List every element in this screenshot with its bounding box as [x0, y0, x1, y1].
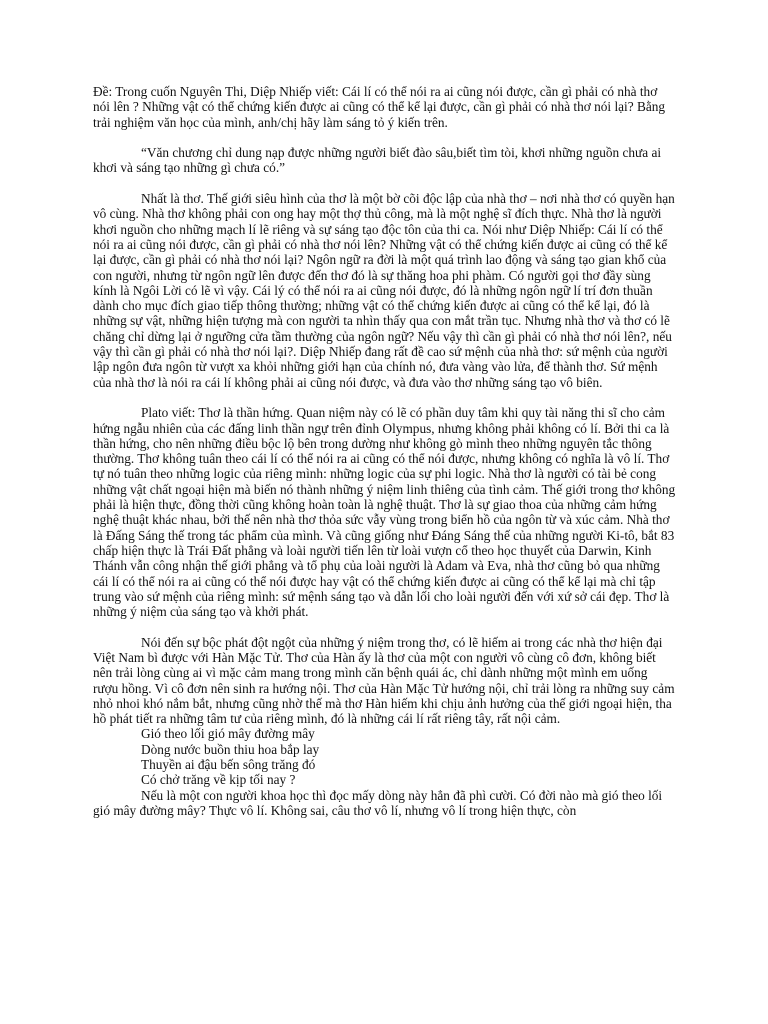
verse-line-1: Gió theo lối gió mây đường mây: [141, 726, 315, 742]
paragraph-spacer: [93, 390, 676, 405]
verse-line-2: Dòng nước buồn thiu hoa bắp lay: [141, 741, 320, 757]
paragraph-spacer: [93, 176, 676, 191]
paragraph-1: Nhất là thơ. Thế giới siêu hình của thơ là một bờ cõi độc lập của nhà thơ – nơi nhà thơ có quyền hạn vô cùng. Nhà thơ không phải con ong hay một thợ thủ công, mà là một nghệ sĩ đích thực. Nhà thơ là người khơi nguồn cho những mạch lí lẽ riêng và sự sáng tạo độc tôn của thi ca. Nói như Diệp Nhiếp: Cái lí có thể nói ra ai cũng nói được, cần gì phải có nhà thơ nói lên? Những vật có thể chứng kiến được ai cũng có thể kể lại được, cần gì phải có nhà thơ nói lại? Ngôn ngữ ra đời là một quá trình lao động và sáng tạo gian khổ của con người, nhưng từ ngôn ngữ lên được đến thơ đó là sự thăng hoa phi phàm. Có người gọi thơ đầy sùng kính là Ngôi Lời có lẽ vì vậy. Cái lý có thể nói ra ai cũng nói được, đó là những ngôn ngữ lí trí đơn thuần dành cho mục đích giao tiếp thông thường; những vật có thể chứng kiến được ai cũng có thể kể lại, đó là những sự vật, những hiện tượng mà con người ta nhìn thấy qua con mắt trần tục. Nhưng nhà thơ và thơ có lẽ chăng chỉ dừng lại ở ngưỡng cửa tầm thường của ngôn ngữ? Nếu vậy thì cần gì phải có nhà thơ nói lên?, nếu vậy thì cần gì phải có nhà thơ nói lại?. Diệp Nhiếp đang rất đề cao sứ mệnh của nhà thơ: sứ mệnh của người lập ngôn đưa ngôn từ vượt xa khỏi những giới hạn của chính nó, đưa vàng vào lửa, để thành thơ. Sứ mệnh của nhà thơ là nói ra cái lí không phải ai cũng nói được, và đưa vào thơ những sáng tạo vô biên.: [93, 191, 675, 390]
verse-line-3: Thuyền ai đậu bến sông trăng đó: [141, 757, 316, 773]
paragraph-3: Nói đến sự bộc phát đột ngột của những ý niệm trong thơ, có lẽ hiếm ai trong các nhà thơ hiện đại Việt Nam bì được với Hàn Mặc Tử. Thơ của Hàn ấy là thơ của một con người vô cùng cô đơn, không biết nên trải lòng cùng ai vì mặc cảm mang trong mình căn bệnh quái ác, chỉ dành những một mình em uống rượu hồng. Vì cô đơn nên sinh ra hướng nội. Thơ của Hàn Mặc Tử hướng nội, chỉ trải lòng ra những suy cảm nhỏ nhoi khó nắm bắt, nhưng cũng nhờ thế mà thơ Hàn hiếm khi chịu ảnh hưởng của thế giới ngoại hiện, tha hồ phát tiết ra những tâm tư của riêng mình, đó là những cái lí rất riêng tây, rất nội cảm.: [93, 634, 675, 727]
paragraph-2: Plato viết: Thơ là thần hứng. Quan niệm này có lẽ có phần duy tâm khi quy tài năng thi sĩ cho cảm hứng ngẫu nhiên của các đấng linh thần ngự trên đỉnh Olympus, nhưng không phải không có lí. Bởi thi ca là thần hứng, cho nên những điều bộc lộ bên trong dường như không gò mình theo những nguyên tắc thông thường. Thơ không tuân theo cái lí có thể nói ra ai cũng có thể nói được, nhưng không có nghĩa là vô lí. Thơ tự nó tuân theo những logic của riêng mình: những logic của sự phi logic. Nhà thơ là người có tài bẻ cong những vật chất ngoại hiện mà biến nó thành những ý niệm linh thiêng của tình cảm. Thế giới trong thơ không phải là hiện thực, đồng thời cũng không hoàn toàn là nghệ thuật. Thơ là sự giao thoa của những cảm hứng nghệ thuật khác nhau, bởi thế nên nhà thơ thỏa sức vẫy vùng trong biển hồ của ngôn từ và xúc cảm. Nhà thơ là Đấng Sáng thế trong tác phẩm của mình. Và cũng giống như Đáng Sáng thế của những người Ki-tô, bắt 83 chấp hiện thực là Trái Đất phẳng và loài người tiến lên từ loài vượn cổ theo học thuyết của Darwin, Kinh Thánh vẫn công nhận thế giới phẳng và tổ phụ của loài người là Adam và Eva, nhà thơ cũng bỏ qua những cái lí có thể nói ra ai cũng có thể nói được hay vật có thể chứng kiến được ai cũng có thể kể lại mà chỉ tập trung vào sứ mệnh của riêng mình: sứ mệnh sáng tạo và dẫn lối cho loài người đến với xứ sở cái đẹp. Thơ là những ý niệm của sáng tạo và khởi phát.: [93, 405, 676, 620]
essay-prompt: Đề: Trong cuốn Nguyên Thi, Diệp Nhiếp viết: Cái lí có thể nói ra ai cũng nói được, cần gì phải có nhà thơ nói lên ? Những vật có thể chứng kiến được ai cũng có thể kể lại được, cần gì phải có nhà thơ nói lại? Bằng trải nghiệm văn học của mình, anh/chị hãy làm sáng tỏ ý kiến trên.: [93, 84, 666, 130]
opening-quote: “Văn chương chỉ dung nạp được những người biết đào sâu,biết tìm tòi, khơi những nguồn chưa ai khơi và sáng tạo những gì chưa có.”: [93, 145, 662, 176]
paragraph-4: Nếu là một con người khoa học thì đọc mấy dòng này hẳn đã phì cười. Có đời nào mà gió theo lối gió mây đường mây? Thực vô lí. Không sai, câu thơ vô lí, nhưng vô lí trong hiện thực, còn: [93, 787, 663, 818]
document-page: [93, 84, 676, 818]
verse-line-4: Có chở trăng về kịp tối nay ?: [141, 772, 296, 788]
paragraph-spacer: [93, 130, 676, 145]
paragraph-spacer: [93, 619, 676, 634]
